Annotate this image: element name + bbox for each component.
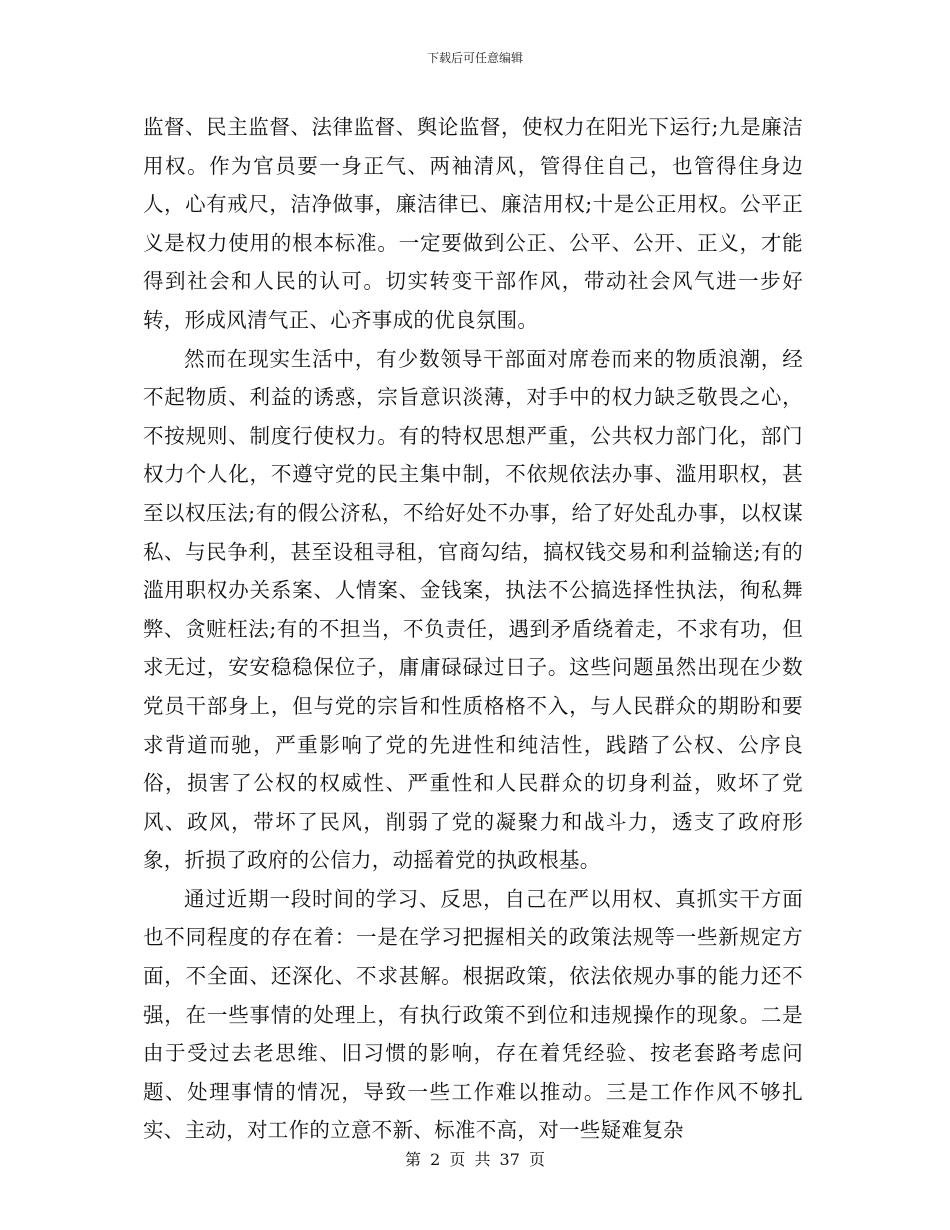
- page-footer: 第 2 页 共 37 页: [405, 1150, 545, 1169]
- paragraph: 通过近期一段时间的学习、反思，自己在严以用权、真抓实干方面也不同程度的存在着：一是在学习把握相关的政策法规等一些新规定方面，不全面、还深化、不求甚解。根据政策，依法依规办事的能力还不强，在一些事情的处理上，有执行政策不到位和违规操作的现象。二是由于受过去老思维、旧习惯的影响，存在着凭经验、按老套路考虑问题、处理事情的情况，导致一些工作难以推动。三是工作作风不够扎实、主动，对工作的立意不新、标准不高，对一些疑难复杂: [143, 886, 803, 1143]
- paragraph: 然而在现实生活中，有少数领导干部面对席卷而来的物质浪潮，经不起物质、利益的诱惑，宗旨意识淡薄，对手中的权力缺乏敬畏之心，不按规则、制度行使权力。有的特权思想严重，公共权力部门化，部门权力个人化，不遵守党的民主集中制，不依规依法办事、滥用职权，甚至以权压法;有的假公济私，不给好处不办事，给了好处乱办事，以权谋私、与民争利，甚至设租寻租，官商勾结，搞权钱交易和利益输送;有的滥用职权办关系案、人情案、金钱案，执法不公搞选择性执法，徇私舞弊、贪赃枉法;有的不担当，不负责任，遇到矛盾绕着走，不求有功，但求无过，安安稳稳保位子，庸庸碌碌过日子。这些问题虽然出现在少数党员干部身上，但与党的宗旨和性质格格不入，与人民群众的期盼和要求背道而驰，严重影响了党的先进性和纯洁性，践踏了公权、公序良俗，损害了公权的权威性、严重性和人民群众的切身利益，败坏了党风、政风，带坏了民风，削弱了党的凝聚力和战斗力，透支了政府形象，折损了政府的公信力，动摇着党的执政根基。: [143, 346, 803, 873]
- paragraph-continued: 监督、民主监督、法律监督、舆论监督，使权力在阳光下运行;九是廉洁用权。作为官员要一身正气、两袖清风，管得住自己，也管得住身边人，心有戒尺，洁净做事，廉洁律已、廉洁用权;十是公正用权。公平正义是权力使用的根本标准。一定要做到公正、公平、公开、正义，才能得到社会和人民的认可。切实转变干部作风，带动社会风气进一步好转，形成风清气正、心齐事成的优良氛围。: [143, 115, 803, 332]
- document-body: [143, 108, 803, 1150]
- page-header: 下载后可任意编辑: [426, 51, 523, 65]
